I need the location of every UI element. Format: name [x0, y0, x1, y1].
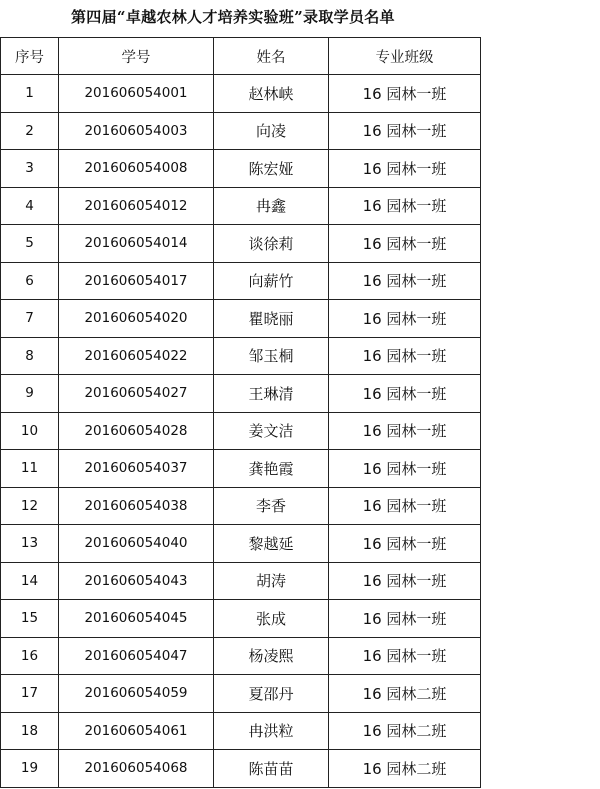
cell-student-id: 201606054061 — [59, 712, 214, 750]
cell-number: 11 — [1, 450, 59, 488]
cell-name: 瞿晓丽 — [214, 300, 329, 338]
cell-name: 龚艳霞 — [214, 450, 329, 488]
cell-number: 19 — [1, 750, 59, 788]
table-row — [1, 562, 481, 600]
table-row — [1, 487, 481, 525]
table-row — [1, 637, 481, 675]
cell-class: 16 园林一班 — [329, 375, 481, 413]
cell-class: 16 园林一班 — [329, 450, 481, 488]
cell-student-id: 201606054012 — [59, 187, 214, 225]
cell-name: 向薪竹 — [214, 262, 329, 300]
cell-class: 16 园林一班 — [329, 300, 481, 338]
cell-student-id: 201606054045 — [59, 600, 214, 638]
cell-name: 胡涛 — [214, 562, 329, 600]
table-row — [1, 375, 481, 413]
table-row — [1, 300, 481, 338]
table-row — [1, 450, 481, 488]
cell-number: 6 — [1, 262, 59, 300]
cell-number: 7 — [1, 300, 59, 338]
student-table — [0, 37, 481, 788]
table-row — [1, 187, 481, 225]
cell-student-id: 201606054047 — [59, 637, 214, 675]
table-row — [1, 112, 481, 150]
cell-number: 18 — [1, 712, 59, 750]
table-header-row — [1, 38, 481, 75]
cell-number: 1 — [1, 75, 59, 113]
cell-student-id: 201606054059 — [59, 675, 214, 713]
cell-name: 冉洪粒 — [214, 712, 329, 750]
cell-student-id: 201606054040 — [59, 525, 214, 563]
cell-student-id: 201606054037 — [59, 450, 214, 488]
header-number: 序号 — [1, 38, 59, 75]
cell-class: 16 园林一班 — [329, 637, 481, 675]
cell-number: 17 — [1, 675, 59, 713]
table-row — [1, 412, 481, 450]
cell-class: 16 园林一班 — [329, 75, 481, 113]
table-row — [1, 337, 481, 375]
cell-class: 16 园林一班 — [329, 562, 481, 600]
cell-number: 9 — [1, 375, 59, 413]
cell-student-id: 201606054038 — [59, 487, 214, 525]
cell-name: 李香 — [214, 487, 329, 525]
cell-class: 16 园林一班 — [329, 225, 481, 263]
cell-name: 向凌 — [214, 112, 329, 150]
cell-student-id: 201606054043 — [59, 562, 214, 600]
cell-number: 5 — [1, 225, 59, 263]
cell-name: 张成 — [214, 600, 329, 638]
cell-name: 邹玉桐 — [214, 337, 329, 375]
cell-student-id: 201606054014 — [59, 225, 214, 263]
cell-class: 16 园林一班 — [329, 112, 481, 150]
cell-name: 陈苗苗 — [214, 750, 329, 788]
cell-name: 杨凌熙 — [214, 637, 329, 675]
table-body — [1, 75, 481, 788]
document-title: 第四届“卓越农林人才培养实验班”录取学员名单 — [71, 8, 395, 26]
cell-class: 16 园林一班 — [329, 187, 481, 225]
cell-name: 陈宏娅 — [214, 150, 329, 188]
table-row — [1, 675, 481, 713]
cell-class: 16 园林一班 — [329, 487, 481, 525]
table-row — [1, 75, 481, 113]
cell-name: 赵林峡 — [214, 75, 329, 113]
cell-number: 10 — [1, 412, 59, 450]
cell-class: 16 园林一班 — [329, 600, 481, 638]
cell-name: 王琳清 — [214, 375, 329, 413]
cell-student-id: 201606054017 — [59, 262, 214, 300]
cell-student-id: 201606054068 — [59, 750, 214, 788]
cell-number: 3 — [1, 150, 59, 188]
cell-number: 15 — [1, 600, 59, 638]
table-row — [1, 600, 481, 638]
cell-number: 13 — [1, 525, 59, 563]
cell-class: 16 园林一班 — [329, 525, 481, 563]
table-row — [1, 150, 481, 188]
cell-student-id: 201606054001 — [59, 75, 214, 113]
cell-number: 16 — [1, 637, 59, 675]
cell-name: 姜文洁 — [214, 412, 329, 450]
cell-number: 2 — [1, 112, 59, 150]
table-row — [1, 750, 481, 788]
cell-class: 16 园林二班 — [329, 675, 481, 713]
cell-student-id: 201606054008 — [59, 150, 214, 188]
header-name: 姓名 — [214, 38, 329, 75]
cell-name: 夏邵丹 — [214, 675, 329, 713]
table-row — [1, 712, 481, 750]
cell-class: 16 园林一班 — [329, 412, 481, 450]
header-student-id: 学号 — [59, 38, 214, 75]
table-row — [1, 225, 481, 263]
cell-number: 14 — [1, 562, 59, 600]
cell-name: 黎越延 — [214, 525, 329, 563]
cell-class: 16 园林一班 — [329, 150, 481, 188]
cell-class: 16 园林二班 — [329, 750, 481, 788]
cell-student-id: 201606054027 — [59, 375, 214, 413]
cell-class: 16 园林一班 — [329, 337, 481, 375]
cell-class: 16 园林一班 — [329, 262, 481, 300]
table-row — [1, 525, 481, 563]
cell-number: 12 — [1, 487, 59, 525]
cell-number: 4 — [1, 187, 59, 225]
cell-class: 16 园林二班 — [329, 712, 481, 750]
cell-student-id: 201606054020 — [59, 300, 214, 338]
cell-student-id: 201606054022 — [59, 337, 214, 375]
header-class: 专业班级 — [329, 38, 481, 75]
cell-number: 8 — [1, 337, 59, 375]
cell-name: 冉鑫 — [214, 187, 329, 225]
cell-student-id: 201606054003 — [59, 112, 214, 150]
cell-name: 谈徐莉 — [214, 225, 329, 263]
cell-student-id: 201606054028 — [59, 412, 214, 450]
table-row — [1, 262, 481, 300]
